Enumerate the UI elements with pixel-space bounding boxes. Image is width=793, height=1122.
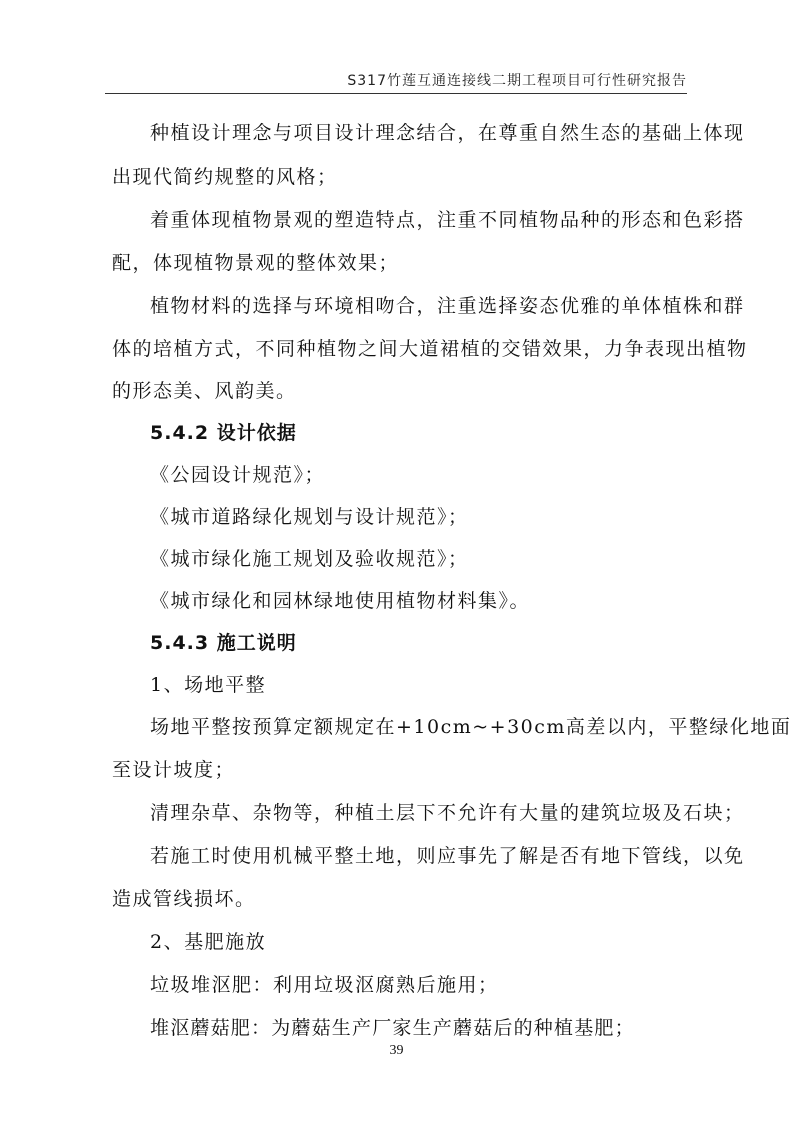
paragraph-line: 的形态美、风韵美。 <box>112 380 297 402</box>
paragraph-line: 体的培植方式，不同种植物之间大道裙植的交错效果，力争表现出植物 <box>112 338 748 360</box>
page-number: 39 <box>389 1043 404 1058</box>
paragraph-line: 植物材料的选择与环境相吻合，注重选择姿态优雅的单体植株和群 <box>150 295 745 317</box>
paragraph-line: 着重体现植物景观的塑造特点，注重不同植物品种的形态和色彩搭 <box>150 209 745 231</box>
paragraph-line: 场地平整按预算定额规定在+10cm~+30cm高差以内，平整绿化地面 <box>150 716 792 738</box>
paragraph-line: 出现代简约规整的风格； <box>112 166 338 188</box>
reference-item: 《城市绿化和园林绿地使用植物材料集》。 <box>150 590 531 612</box>
section-heading-5-4-3: 5.4.3 施工说明 <box>150 632 297 654</box>
list-item-title: 2、基肥施放 <box>150 931 267 953</box>
paragraph-line: 至设计坡度； <box>112 759 236 781</box>
paragraph-line: 垃圾堆沤肥：利用垃圾沤腐熟后施用； <box>150 974 499 996</box>
running-header: S317竹莲互通连接线二期工程项目可行性研究报告 <box>347 73 687 89</box>
reference-item: 《公园设计规范》； <box>150 464 326 486</box>
reference-item: 《城市道路绿化规划与设计规范》； <box>150 506 469 528</box>
paragraph-line: 造成管线损坏。 <box>112 888 256 910</box>
paragraph-line: 配，体现植物景观的整体效果； <box>112 252 400 274</box>
paragraph-line: 清理杂草、杂物等，种植土层下不允许有大量的建筑垃圾及石块； <box>150 802 745 824</box>
paragraph-line: 堆沤蘑菇肥：为蘑菇生产厂家生产蘑菇后的种植基肥； <box>150 1017 635 1039</box>
header-divider <box>105 93 687 94</box>
section-heading-5-4-2: 5.4.2 设计依据 <box>150 422 297 444</box>
reference-item: 《城市绿化施工规划及验收规范》； <box>150 548 469 570</box>
paragraph-line: 若施工时使用机械平整土地，则应事先了解是否有地下管线，以免 <box>150 845 745 867</box>
paragraph-line: 种植设计理念与项目设计理念结合，在尊重自然生态的基础上体现 <box>150 122 745 144</box>
list-item-title: 1、场地平整 <box>150 674 267 696</box>
